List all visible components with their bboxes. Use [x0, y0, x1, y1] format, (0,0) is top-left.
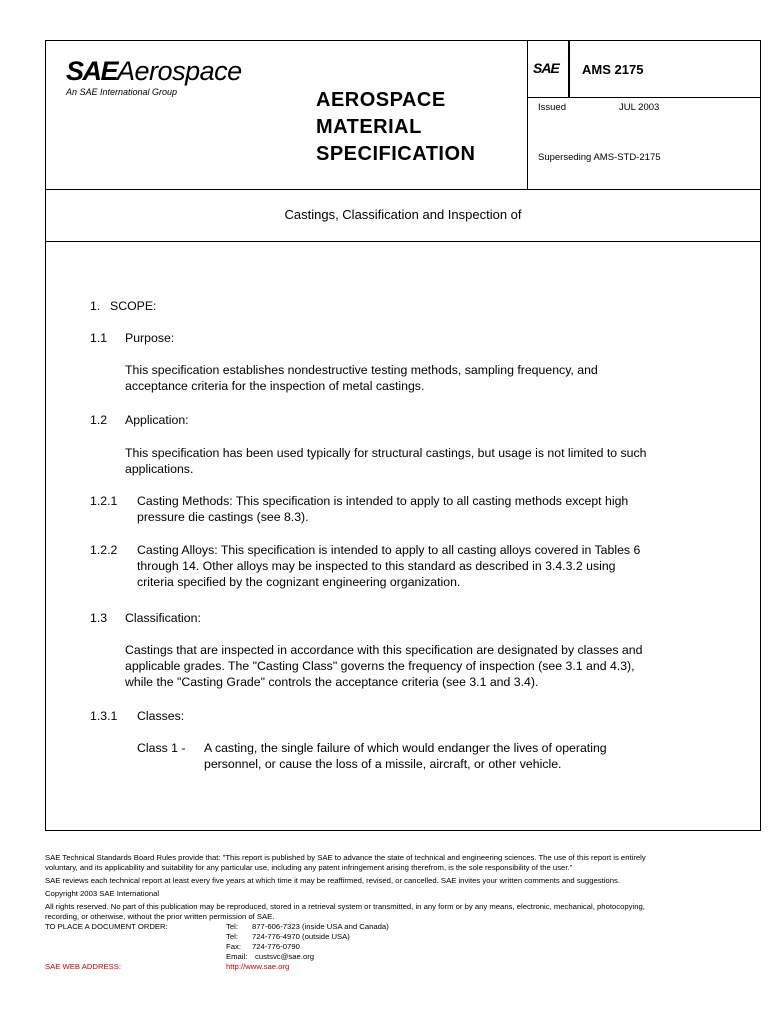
section-number: 1. — [90, 299, 101, 313]
superseding-text: Superseding AMS-STD-2175 — [538, 152, 661, 163]
contact-list — [226, 922, 389, 972]
footer-line: All rights reserved. No part of this publication may be reproduced, stored in a retrieval system or transmitted, in any form or by any means, electronic, mechanical, photocopying, — [45, 902, 645, 911]
section-number: 1.3 — [90, 611, 108, 625]
paragraph — [137, 542, 640, 590]
header — [46, 41, 760, 190]
logo-subtitle: An SAE International Group — [66, 87, 178, 97]
text-line: applicable grades. The "Casting Class" governs the frequency of inspection (see 3.1 and 4.3), — [125, 659, 635, 673]
paragraph — [137, 493, 628, 525]
issued-label: Issued — [538, 102, 566, 113]
document-title-bar — [46, 189, 760, 242]
section-number: 1.2.2 — [90, 543, 118, 557]
document-frame — [45, 40, 761, 831]
contact-value: 724-776-0790 — [252, 942, 300, 951]
text-line: criteria specified by the cognizant engineering organization. — [137, 575, 461, 589]
text-line: through 14. Other alloys may be inspected to this standard as described in 3.4.3.2 using — [137, 559, 616, 573]
paragraph — [125, 362, 598, 394]
footer — [45, 853, 761, 974]
contact-label: Fax: — [226, 942, 241, 951]
paragraph — [204, 740, 607, 772]
footer-line: SAE reviews each technical report at least every five years at which time it may be reaffirmed, revised, or cancelled. SAE invites your written comments and suggestions. — [45, 876, 620, 885]
contact-row — [226, 952, 389, 962]
web-url-link[interactable]: http://www.sae.org — [226, 962, 290, 971]
sae-mini-logo: SAE — [533, 60, 559, 76]
contact-row — [226, 942, 389, 952]
text-line: A casting, the single failure of which would endanger the lives of operating — [204, 741, 607, 755]
contact-value: 724-776-4970 (outside USA) — [252, 932, 350, 941]
section-number: 1.3.1 — [90, 709, 118, 723]
document-info-box — [527, 41, 761, 189]
text-line: personnel, or cause the loss of a missile, aircraft, or other vehicle. — [204, 757, 562, 771]
sae-aerospace-logo — [66, 56, 242, 87]
divider — [568, 41, 570, 97]
text-line: pressure die castings (see 8.3). — [137, 510, 309, 524]
section-number: 1.1 — [90, 331, 108, 345]
logo-aerospace-text: Aerospace — [117, 56, 242, 86]
text-line: This specification establishes nondestructive testing methods, sampling frequency, and — [125, 363, 598, 377]
text-line: applications. — [125, 462, 194, 476]
contact-value: 877-606-7323 (inside USA and Canada) — [252, 922, 389, 931]
contact-label: Email: — [226, 952, 248, 961]
paragraph — [125, 642, 642, 690]
section-heading: Application: — [125, 413, 189, 427]
text-line: while the "Casting Grade" controls the acceptance criteria (see 3.1 and 3.4). — [125, 675, 539, 689]
contact-value: custsvc@sae.org — [255, 952, 315, 961]
text-line: Castings that are inspected in accordance with this specification are designated by classes and — [125, 643, 643, 657]
logo-sae-text: SAE — [66, 56, 118, 86]
issued-date: JUL 2003 — [619, 102, 660, 113]
doc-number-row — [528, 41, 761, 98]
section-heading: Purpose: — [125, 331, 175, 345]
footer-line: voluntary, and its applicability and suitability for any particular use, including any patent infringement arising therefrom, is the sole responsibility of the user." — [45, 863, 573, 872]
contact-label: Tel: — [226, 922, 238, 931]
class-label: Class 1 - — [137, 741, 186, 755]
spec-title-line: MATERIAL — [316, 116, 422, 138]
spec-title-line: SPECIFICATION — [316, 143, 476, 165]
text-line: This specification has been used typically for structural castings, but usage is not limited to such — [125, 446, 647, 460]
text-line: Casting Methods: This specification is intended to apply to all casting methods except high — [137, 494, 629, 508]
section-number: 1.2 — [90, 413, 108, 427]
section-heading: SCOPE: — [110, 299, 157, 313]
contact-row — [226, 922, 389, 932]
section-number: 1.2.1 — [90, 494, 118, 508]
footer-line: recording, or otherwise, without the prior written permission of SAE. — [45, 912, 275, 921]
section-heading: Classes: — [137, 709, 185, 723]
doc-number: AMS 2175 — [582, 62, 644, 77]
text-line: Casting Alloys: This specification is intended to apply to all casting alloys covered in Tables 6 — [137, 543, 641, 557]
web-address-label: SAE WEB ADDRESS: — [45, 962, 122, 971]
footer-line: Copyright 2003 SAE International — [45, 889, 160, 898]
order-label: TO PLACE A DOCUMENT ORDER: — [45, 922, 168, 931]
order-info — [45, 922, 761, 974]
document-title: Castings, Classification and Inspection of — [284, 207, 522, 222]
spec-title — [316, 87, 475, 168]
footer-line: SAE Technical Standards Board Rules provide that: "This report is published by SAE to advance the state of technical and engineering sciences. The use of this report is entirely — [45, 853, 646, 862]
contact-label: Tel: — [226, 932, 238, 941]
text-line: acceptance criteria for the inspection of metal castings. — [125, 379, 425, 393]
spec-title-line: AEROSPACE — [316, 89, 446, 111]
section-heading: Classification: — [125, 611, 201, 625]
paragraph — [125, 445, 647, 477]
contact-row — [226, 932, 389, 942]
